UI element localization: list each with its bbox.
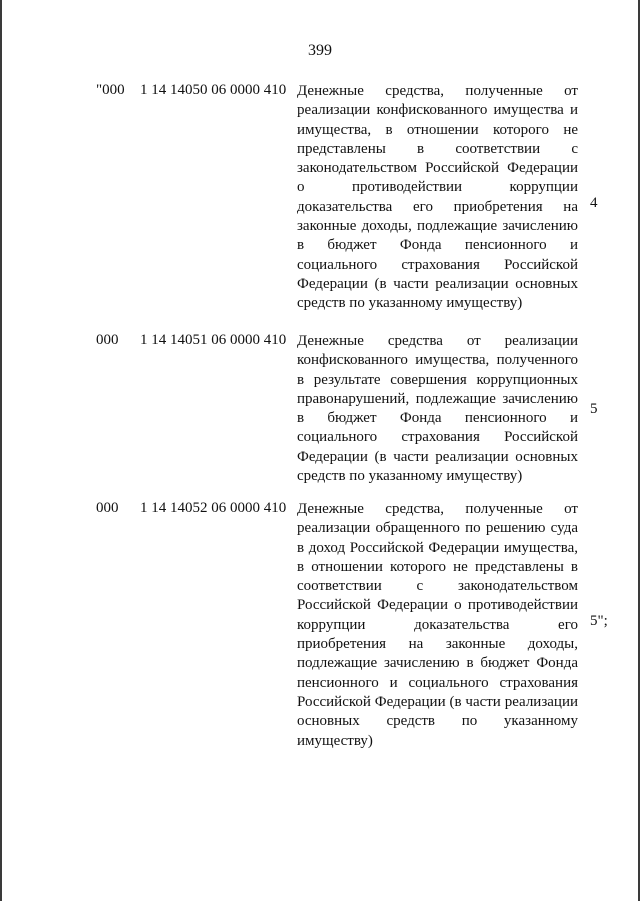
admin-code: "000 xyxy=(96,82,125,98)
row-number: 5"; xyxy=(590,613,608,629)
page-number: 399 xyxy=(308,42,332,59)
income-description: Денежные средства, полученные от реализации обращенного по решению суда в доход Российской Федерации имущества, в отношении которого не представлены в соответствии с законодательством Российской Федерации о противодействии коррупции доказательства его приобретения на законные доходы, подлежащие зачислению в бюджет Фонда пенсионного и социального страхования Российской Федерации (в части реализации основных средств по указанному имуществу) xyxy=(297,501,578,749)
budget-classification-code: 1 14 14050 06 0000 410 xyxy=(140,82,287,98)
row-number: 4 xyxy=(590,195,598,211)
admin-code: 000 xyxy=(96,332,119,348)
budget-classification-code: 1 14 14052 06 0000 410 xyxy=(140,500,287,516)
income-description: Денежные средства, полученные от реализации конфискованного имущества и имущества, в отношении которого не представлены в соответствии с законодательством Российской Федерации о противодействии коррупции доказательства его приобретения на законные доходы, подлежащие зачислению в бюджет Фонда пенсионного и социального страхования Российской Федерации (в части реализации основных средств по указанному имуществу) xyxy=(297,83,578,312)
income-description: Денежные средства от реализации конфискованного имущества, полученного в результате совершения коррупционных правонарушений, подлежащие зачислению в бюджет Фонда пенсионного и социального страхования Российской Федерации (в части реализации основных средств по указанному имуществу) xyxy=(297,333,578,485)
scan-left-edge xyxy=(0,0,2,901)
row-number: 5 xyxy=(590,401,598,417)
budget-classification-code: 1 14 14051 06 0000 410 xyxy=(140,332,287,348)
admin-code: 000 xyxy=(96,500,119,516)
